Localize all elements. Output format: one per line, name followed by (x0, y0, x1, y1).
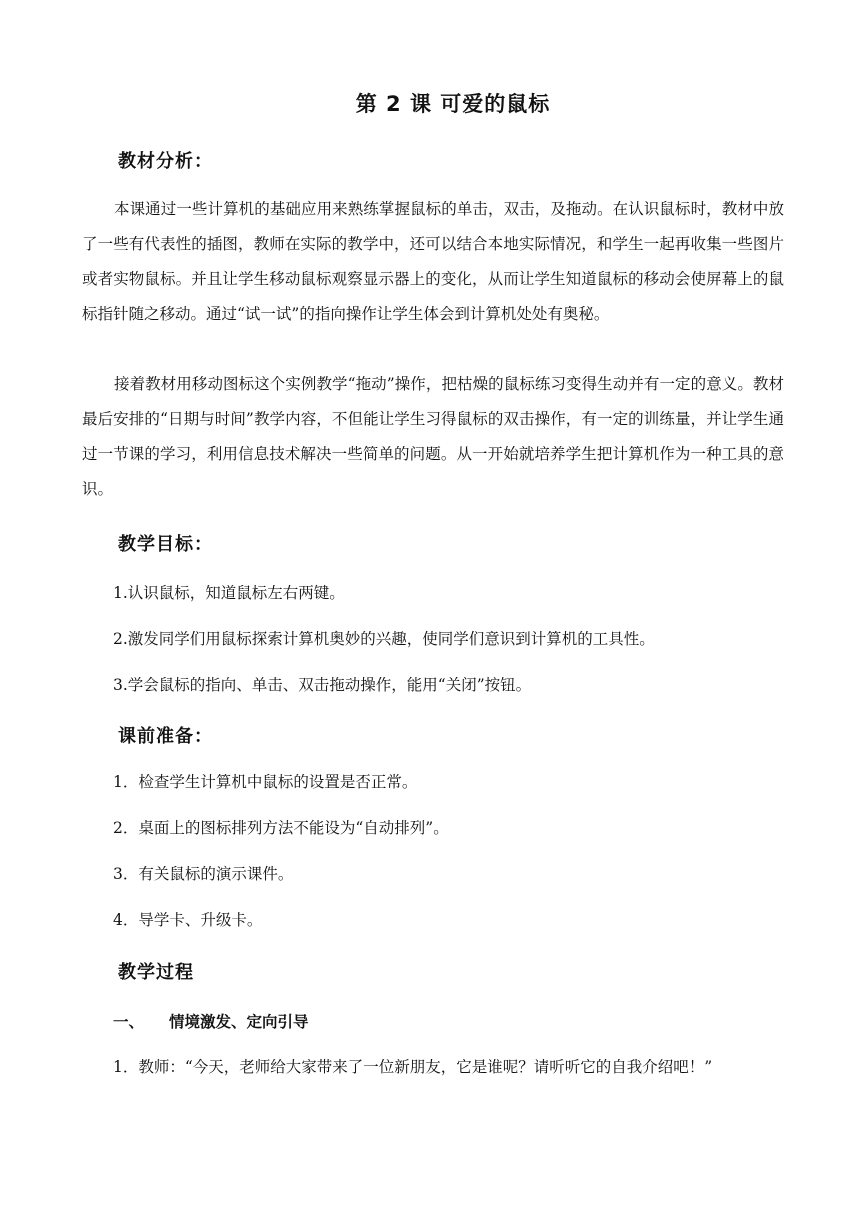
process-item-1: 1．教师：“今天，老师给大家带来了一位新朋友，它是谁呢？请听听它的自我介绍吧！” (113, 1058, 713, 1076)
preparation-item-2: 2．桌面上的图标排列方法不能设为“自动排列”。 (113, 819, 449, 837)
process-subheading (113, 1010, 309, 1032)
goal-item-3: 3.学会鼠标的指向、单击、双击拖动操作，能用“关闭”按钮。 (113, 676, 532, 694)
section-heading-process: 教学过程 (118, 962, 194, 983)
section-heading-preparation: 课前准备： (118, 726, 213, 747)
section-heading-goals: 教学目标： (118, 534, 213, 555)
page-title: 第 2 课 可爱的鼠标 (355, 92, 551, 116)
analysis-paragraph-2: 接着教材用移动图标这个实例教学“拖动”操作，把枯燥的鼠标练习变得生动并有一定的意义。教材最后安排的“日期与时间”教学内容，不但能让学生习得鼠标的双击操作，有一定的训练量，并让学生通过一节课的学习，利用信息技术解决一些简单的问题。从一开始就培养学生把计算机作为一种工具的意识。 (82, 375, 784, 498)
goal-item-1: 1.认识鼠标，知道鼠标左右两键。 (113, 584, 345, 602)
goal-item-2: 2.激发同学们用鼠标探索计算机奥妙的兴趣，使同学们意识到计算机的工具性。 (113, 630, 655, 648)
section-heading-analysis: 教材分析： (118, 151, 213, 172)
preparation-item-1: 1．检查学生计算机中鼠标的设置是否正常。 (113, 773, 418, 791)
preparation-item-4: 4．导学卡、升级卡。 (113, 911, 263, 929)
process-subheading-number: 一、 (113, 1013, 145, 1031)
preparation-item-3: 3．有关鼠标的演示课件。 (113, 865, 294, 883)
process-subheading-text: 情境激发、定向引导 (169, 1013, 309, 1031)
analysis-paragraph-1: 本课通过一些计算机的基础应用来熟练掌握鼠标的单击，双击，及拖动。在认识鼠标时，教材中放了一些有代表性的插图，教师在实际的教学中，还可以结合本地实际情况，和学生一起再收集一些图片或者实物鼠标。并且让学生移动鼠标观察显示器上的变化，从而让学生知道鼠标的移动会使屏幕上的鼠标指针随之移动。通过“试一试”的指向操作让学生体会到计算机处处有奥秘。 (82, 200, 784, 323)
